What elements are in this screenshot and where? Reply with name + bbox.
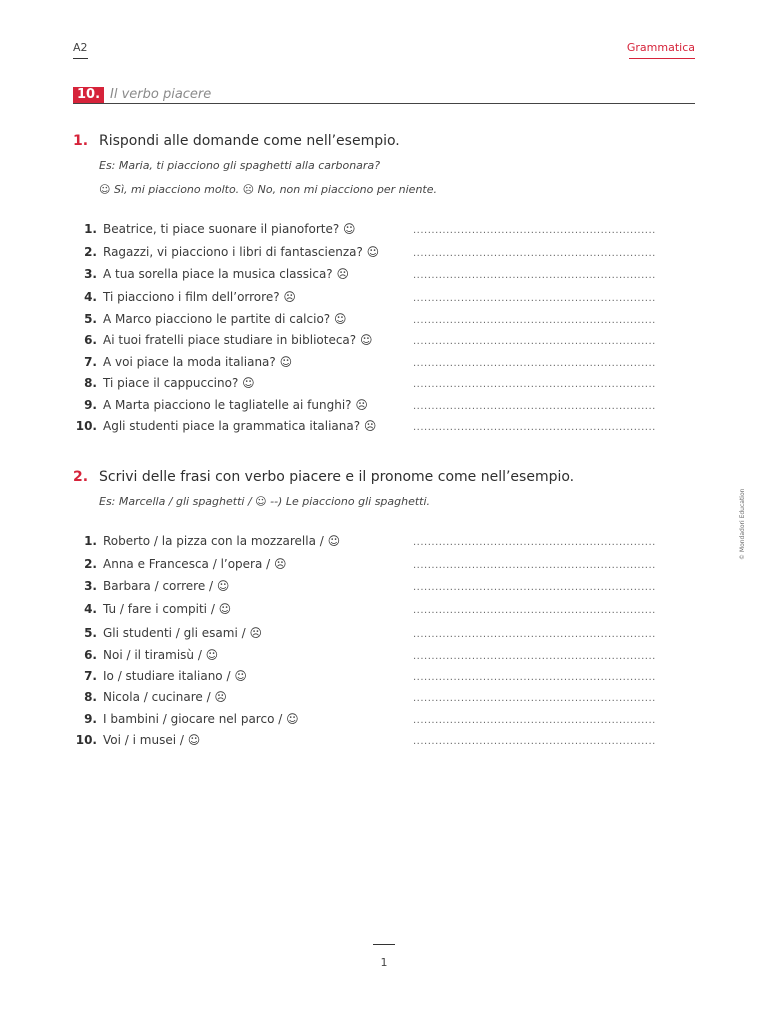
item-number: 8. [84, 376, 97, 390]
item-number: 4. [84, 290, 97, 304]
page-number-rule [373, 944, 395, 945]
item-number: 10. [75, 733, 97, 747]
answer-line[interactable]: .................................................................. [413, 402, 656, 412]
item-number: 5. [84, 312, 97, 326]
item-text: Tu / fare i compiti / ☺ [103, 602, 232, 616]
answer-line[interactable]: .................................................................. [413, 271, 656, 281]
copyright-notice: © Mondadori Education [739, 488, 746, 560]
item-number: 4. [84, 602, 97, 616]
answer-line[interactable]: .................................................................. [413, 337, 656, 347]
item-text: Roberto / la pizza con la mozzarella / ☺ [103, 534, 341, 548]
item-text: Agli studenti piace la grammatica italiana? ☹ [103, 419, 377, 433]
section-label: Grammatica [626, 41, 695, 54]
answer-line[interactable]: .................................................................. [413, 694, 656, 704]
answer-line[interactable]: .................................................................. [413, 583, 656, 593]
item-text: Ragazzi, vi piacciono i libri di fantascienza? ☺ [103, 245, 380, 259]
answer-line[interactable]: .................................................................. [413, 380, 656, 390]
item-text: Barbara / correre / ☺ [103, 579, 230, 593]
item-number: 6. [84, 333, 97, 347]
item-text: A Marco piacciono le partite di calcio? ☺ [103, 312, 347, 326]
item-number: 9. [84, 398, 97, 412]
item-text: Io / studiare italiano / ☺ [103, 669, 247, 683]
item-text: A Marta piacciono le tagliatelle ai funghi? ☹ [103, 398, 368, 412]
item-number: 7. [84, 669, 97, 683]
answer-line[interactable]: .................................................................. [413, 423, 656, 433]
exercise-1-instruction: Rispondi alle domande come nell’esempio. [99, 133, 400, 149]
item-text: Voi / i musei / ☺ [103, 733, 201, 747]
item-text: I bambini / giocare nel parco / ☺ [103, 712, 299, 726]
exercise-2-number: 2. [73, 469, 89, 485]
section-underline [629, 58, 695, 59]
page-number: 1 [380, 956, 388, 969]
item-text: Anna e Francesca / l’opera / ☹ [103, 557, 287, 571]
item-text: Ti piacciono i film dell’orrore? ☹ [103, 290, 296, 304]
exercise-2-instruction: Scrivi delle frasi con verbo piacere e il pronome come nell’esempio. [99, 469, 575, 485]
exercise-2-example: Es: Marcella / gli spaghetti / ☺ --) Le piacciono gli spaghetti. [99, 495, 431, 508]
answer-line[interactable]: .................................................................. [413, 716, 656, 726]
answer-line[interactable]: .................................................................. [413, 606, 656, 616]
exercise-1-number: 1. [73, 133, 89, 149]
item-number: 2. [84, 245, 97, 259]
item-number: 9. [84, 712, 97, 726]
item-number: 10. [75, 419, 97, 433]
item-text: Gli studenti / gli esami / ☹ [103, 626, 262, 640]
answer-line[interactable]: .................................................................. [413, 673, 656, 683]
level-label: A2 [73, 41, 88, 54]
item-number: 2. [84, 557, 97, 571]
answer-line[interactable]: .................................................................. [413, 249, 656, 259]
answer-line[interactable]: .................................................................. [413, 359, 656, 369]
answer-line[interactable]: .................................................................. [413, 294, 656, 304]
item-text: Ai tuoi fratelli piace studiare in biblioteca? ☺ [103, 333, 373, 347]
level-underline [73, 58, 88, 59]
item-number: 3. [84, 267, 97, 281]
item-text: Nicola / cucinare / ☹ [103, 690, 227, 704]
item-number: 1. [84, 534, 97, 548]
answer-line[interactable]: .................................................................. [413, 316, 656, 326]
answer-line[interactable]: .................................................................. [413, 538, 656, 548]
exercise-1-example-answers: ☺ Sì, mi piacciono molto. ☹ No, non mi piacciono per niente. [99, 183, 437, 196]
answer-line[interactable]: .................................................................. [413, 226, 656, 236]
exercise-1-example-question: Es: Maria, ti piacciono gli spaghetti alla carbonara? [99, 159, 381, 172]
item-number: 7. [84, 355, 97, 369]
item-number: 5. [84, 626, 97, 640]
unit-number-badge: 10. [73, 87, 104, 103]
answer-line[interactable]: .................................................................. [413, 630, 656, 640]
answer-line[interactable]: .................................................................. [413, 652, 656, 662]
item-text: Noi / il tiramisù / ☺ [103, 648, 219, 662]
answer-line[interactable]: .................................................................. [413, 737, 656, 747]
item-number: 3. [84, 579, 97, 593]
item-text: A voi piace la moda italiana? ☺ [103, 355, 293, 369]
answer-line[interactable]: .................................................................. [413, 561, 656, 571]
unit-title: Il verbo piacere [110, 87, 212, 102]
item-number: 8. [84, 690, 97, 704]
item-text: A tua sorella piace la musica classica? ☹ [103, 267, 349, 281]
item-number: 6. [84, 648, 97, 662]
item-text: Beatrice, ti piace suonare il pianoforte? ☺ [103, 222, 356, 236]
unit-rule [73, 103, 695, 104]
item-number: 1. [84, 222, 97, 236]
item-text: Ti piace il cappuccino? ☺ [103, 376, 255, 390]
